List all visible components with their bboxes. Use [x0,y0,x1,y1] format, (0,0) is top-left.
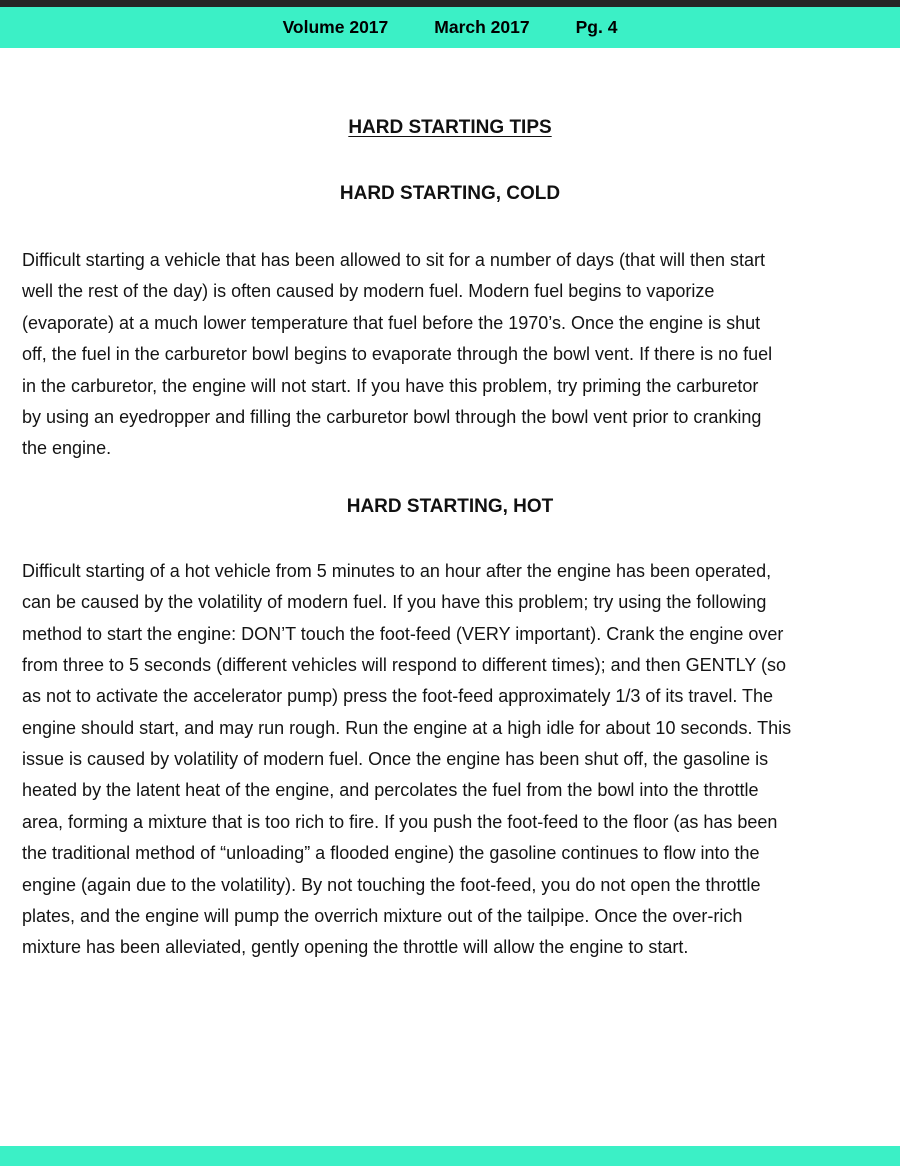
paragraph-line: can be caused by the volatility of modern fuel. If you have this problem; try using the following [22,592,767,613]
paragraph-line: method to start the engine: DON’T touch the foot-feed (VERY important). Crank the engine over [22,623,784,644]
section-heading-hot: HARD STARTING, HOT [346,495,554,517]
paragraph-line: mixture has been alleviated, gently opening the throttle will allow the engine to start. [22,937,689,958]
paragraph-line: Difficult starting of a hot vehicle from 5 minutes to an hour after the engine has been operated, [22,560,772,581]
header-volume: Volume 2017 [282,17,389,37]
paragraph-cold [22,245,882,465]
paragraph-line: Difficult starting a vehicle that has been allowed to sit for a number of days (that will then start [22,250,766,270]
paragraph-line: plates, and the engine will pump the overrich mixture out of the tailpipe. Once the over-rich [22,906,743,927]
header-band [0,7,900,48]
top-edge-strip [0,0,900,7]
article-title: HARD STARTING TIPS [348,117,552,138]
paragraph-line: area, forming a mixture that is too rich to fire. If you push the foot-feed to the floor (as has been [22,811,778,832]
paragraph-line: engine should start, and may run rough. Run the engine at a high idle for about 10 seconds. This [22,717,792,738]
header-page-number: Pg. 4 [575,17,618,37]
paragraph-line: heated by the latent heat of the engine, and percolates the fuel from the bowl into the throttle [22,780,759,801]
bottom-band [0,1146,900,1166]
section-heading-cold: HARD STARTING, COLD [339,183,561,204]
paragraph-line: as not to activate the accelerator pump) press the foot-feed approximately 1/3 of its travel. The [22,686,774,707]
paragraph-line: off, the fuel in the carburetor bowl begins to evaporate through the bowl vent. If there is no fuel [22,344,773,365]
paragraph-line: well the rest of the day) is often caused by modern fuel. Modern fuel begins to vaporize [22,281,715,302]
paragraph-line: in the carburetor, the engine will not start. If you have this problem, try priming the carburetor [22,375,759,396]
paragraph-line: issue is caused by volatility of modern fuel. Once the engine has been shut off, the gasoline is [22,749,769,770]
header-month: March 2017 [434,17,530,37]
paragraph-line: from three to 5 seconds (different vehicles will respond to different times); and then GENTLY (so [22,654,787,675]
paragraph-hot [22,556,882,964]
paragraph-line: (evaporate) at a much lower temperature that fuel before the 1970’s. Once the engine is shut [22,312,761,333]
paragraph-line: by using an eyedropper and filling the carburetor bowl through the bowl vent prior to cranking [22,406,762,427]
paragraph-line: the traditional method of “unloading” a flooded engine) the gasoline continues to flow into the [22,843,760,864]
paragraph-line: engine (again due to the volatility). By not touching the foot-feed, you do not open the throttle [22,874,761,895]
paragraph-line: the engine. [22,438,112,459]
